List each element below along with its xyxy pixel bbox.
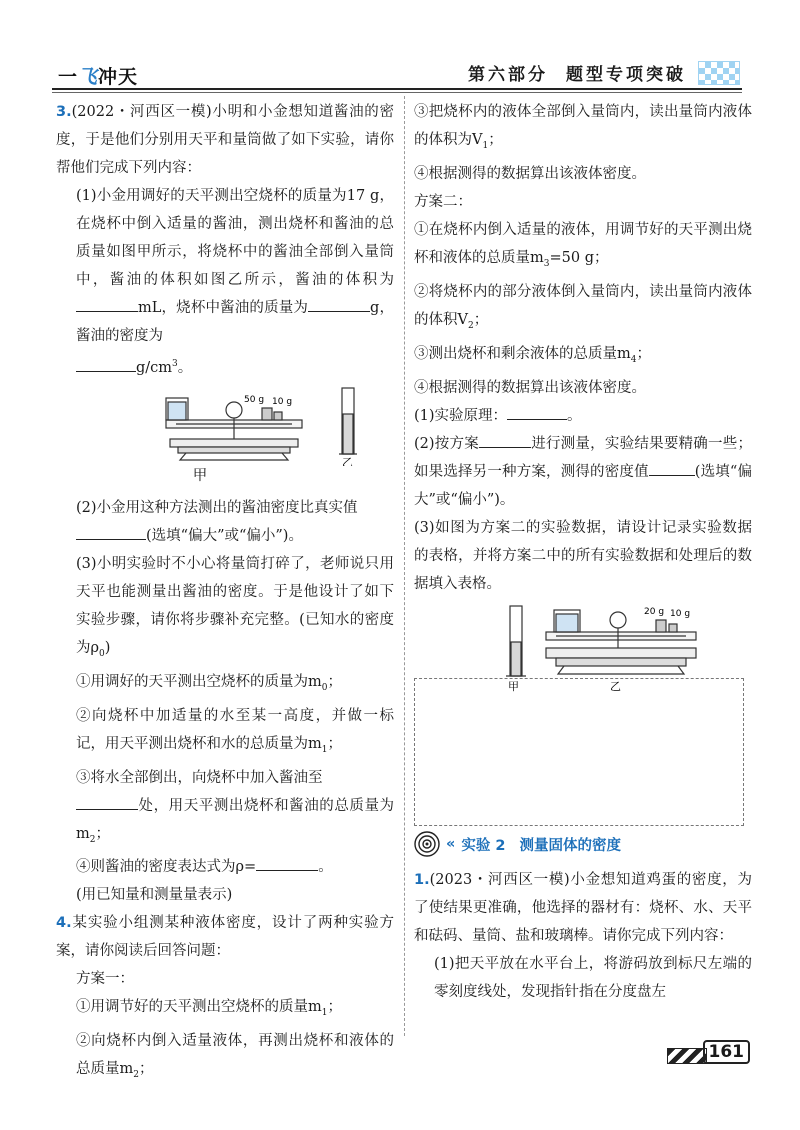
q3-part3 — [56, 550, 394, 668]
q4-intro — [56, 909, 394, 965]
q4-a3-sub: 1 — [482, 140, 489, 151]
q4-q2-text-b: 进行测量，实验结果要精确一些；如果选择另一种方案，测得的密度值 — [414, 435, 752, 480]
q3-s4-text-a: ④则酱油的密度表达式为ρ= — [76, 859, 257, 876]
q4-b3 — [414, 340, 752, 374]
q4-q3: (3)如图为方案二的实验数据，请设计记录实验数据的表格，并将方案二中的所有实验数据和处理后的数据填入表格。 — [414, 519, 752, 592]
flag-icon — [667, 1048, 707, 1064]
q3-p1-end: 。 — [177, 359, 193, 376]
q3-s3-sub: 2 — [89, 834, 96, 845]
q3-p1-unit-sup: 3 — [172, 359, 178, 369]
q3-p3-sub: 0 — [99, 648, 105, 659]
q4-a1-sub: 1 — [321, 1008, 328, 1019]
q4-a2-text: ②向烧杯内倒入适量液体，再测出烧杯和液体的总质量m — [76, 1033, 394, 1078]
q4-a3 — [414, 98, 752, 160]
q3-p3-text: (3)小明实验时不小心将量筒打碎了，老师说只用天平也能测量出酱油的密度。于是他设计了如下实验步骤，请你将步骤补充完整。(已知水的密度为ρ — [76, 555, 394, 656]
q3-s4-text-b: 。 — [318, 859, 333, 876]
q4-b2-text: ②将烧杯内的部分液体倒入量筒内，读出量筒内液体的体积V — [414, 283, 752, 328]
experiment-title: 测量固体的密度 — [519, 837, 622, 854]
q3-s2-text: ②向烧杯中加适量的水至某一高度，并做一标记，用天平测出烧杯和水的总质量为m — [76, 707, 394, 752]
brand-prefix: 一 — [58, 66, 79, 88]
q3-p1-unit: g/cm — [136, 359, 173, 376]
q3-step4 — [56, 853, 394, 909]
q4-a1-text: ①用调节好的天平测出空烧杯的质量m — [76, 999, 322, 1016]
q4-a1 — [56, 993, 394, 1027]
q3-step3 — [56, 764, 394, 854]
fig-label-a: 甲 — [192, 467, 208, 484]
q4-b1-end: =50 g； — [549, 249, 609, 266]
right-column — [414, 98, 752, 694]
weight-label-20: 20 g — [644, 606, 665, 617]
q3-step1 — [56, 668, 394, 702]
q3-s1-end: ； — [327, 673, 342, 690]
experiment-label: 实验 2 — [461, 837, 506, 854]
q4-plan-a-title: 方案一： — [76, 971, 134, 988]
q4-a1-end: ； — [327, 999, 342, 1016]
q4-a3-end: ； — [488, 132, 503, 148]
header-rule-thin — [52, 92, 742, 93]
q3-s4-text-c: (用已知量和测量量表示) — [76, 887, 233, 904]
fig-caption-a — [6, 466, 394, 486]
q4-b2-sub: 2 — [467, 320, 474, 331]
checker-decoration-icon — [698, 61, 740, 85]
q4-a2-end: ； — [138, 1061, 154, 1078]
answer-blank[interactable] — [256, 853, 318, 871]
q3-p2-text-a: (2)小金用这种方法测出的酱油密度比真实值 — [76, 499, 358, 516]
weight-label-10b: 10 g — [670, 608, 691, 619]
q4-a2-sub: 2 — [133, 1070, 139, 1081]
fig2-label-a: 甲 — [508, 679, 519, 693]
q4-number: 4. — [56, 915, 72, 932]
q4-q1-text-a: (1)实验原理： — [414, 407, 508, 424]
column-divider — [404, 96, 405, 1036]
answer-blank[interactable] — [76, 294, 138, 312]
section-label: 题型专项突破 — [566, 65, 686, 85]
answer-blank[interactable] — [507, 402, 567, 420]
q4-b1 — [414, 216, 752, 278]
q1-intro-text: (2023・河西区一模)小金想知道鸡蛋的密度，为了使结果更准确，他选择的器材有：烧杯、水、天平和砝码、量筒、盐和玻璃棒。请你完成下列内容： — [414, 872, 752, 944]
q4-q1 — [414, 402, 752, 430]
q1-intro — [414, 866, 752, 950]
q1-number: 1. — [414, 872, 430, 888]
q3-p2-text-b: (选填“偏大”或“偏小”)。 — [146, 527, 303, 544]
answer-table-box[interactable] — [414, 678, 744, 826]
q3-intro — [56, 98, 394, 182]
q3-p1-text-a: (1)小金用调好的天平测出空烧杯的质量为17 g，在烧杯中倒入适量的酱油，测出烧杯和酱油的总质量如图甲所示，将烧杯中的酱油全部倒入量筒中，酱油的体积如图乙所示，酱油的体积为 — [76, 188, 394, 288]
brand-fly: 飞 — [78, 66, 99, 88]
q4-b1-sub: 3 — [543, 258, 550, 269]
q3-p1-text-c: g，酱油的密度为 — [76, 300, 394, 344]
answer-blank[interactable] — [308, 294, 370, 312]
q3-part2 — [56, 494, 394, 550]
fig2-label-b: 乙 — [610, 679, 621, 693]
q4-b3-sub: 4 — [630, 354, 637, 365]
q3-s1-text: ①用调好的天平测出空烧杯的质量为m — [76, 673, 322, 690]
weight-label-50: 50 g — [244, 394, 265, 405]
q3-s3-end: ； — [95, 825, 110, 842]
q4-intro-text: 某实验小组测某种液体密度，设计了两种实验方案，请你阅读后回答问题： — [56, 915, 394, 960]
q4-b1-text: ①在烧杯内倒入适量的液体，用调节好的天平测出烧杯和液体的总质量m — [414, 221, 752, 266]
target-icon — [414, 831, 440, 857]
q3-s3-text-a: ③将水全部倒出，向烧杯中加入酱油至 — [76, 769, 323, 786]
page-number — [667, 1040, 751, 1064]
q4-b2 — [414, 278, 752, 340]
q3-s1-sub: 0 — [321, 682, 328, 693]
left-column — [56, 98, 394, 1089]
q4-b3-text: ③测出烧杯和剩余液体的总质量m — [414, 345, 631, 362]
q3-number: 3. — [56, 104, 72, 120]
answer-blank[interactable] — [76, 522, 146, 540]
q3-part1 — [56, 182, 394, 382]
q4-b4: ④根据测得的数据算出该液体密度。 — [414, 379, 646, 396]
q1-part1: (1)把天平放在水平台上，将游码放到标尺左端的零刻度线处，发现指针指在分度盘左 — [434, 956, 752, 1000]
header-rule — [52, 88, 742, 90]
answer-blank[interactable] — [479, 430, 531, 448]
q4-a2 — [56, 1027, 394, 1089]
q3-s2-end: ； — [327, 735, 342, 752]
answer-blank[interactable] — [76, 354, 136, 372]
q4-q2-text-a: (2)按方案 — [414, 435, 479, 452]
experiment-2-title — [414, 830, 621, 858]
page-header — [0, 0, 800, 100]
brand-logo — [58, 62, 138, 89]
q3-intro-text: (2022・河西区一模)小明和小金想知道酱油的密度，于是他们分别用天平和量筒做了如下实验，请你帮他们完成下列内容： — [56, 104, 394, 176]
q4-a4: ④根据测得的数据算出该液体密度。 — [414, 165, 646, 182]
answer-blank[interactable] — [76, 792, 138, 810]
q3-p3-end: ) — [104, 639, 111, 656]
q3-s3-text-b: 处，用天平测出烧杯和酱油的总质量为m — [76, 797, 394, 842]
q4-plan-b-title: 方案二： — [414, 193, 472, 210]
figure-balance-cylinder-1 — [156, 384, 394, 466]
q3-s2-sub: 1 — [321, 744, 328, 755]
q4-a3-text: ③把烧杯内的液体全部倒入量筒内，读出量筒内液体的体积为V — [414, 104, 752, 148]
q4-q1-text-b: 。 — [567, 407, 582, 424]
balance-figure-svg — [156, 384, 396, 466]
page-number-value: 161 — [703, 1040, 751, 1064]
section-title — [468, 60, 740, 85]
fig-label-b: 乙 — [342, 455, 353, 466]
q4-q2-text-c: (选填“偏大”或“偏小”)。 — [414, 463, 753, 508]
q4-b3-end: ； — [636, 345, 651, 362]
part-label: 第六部分 — [468, 65, 548, 85]
q4-q2 — [414, 430, 752, 514]
q3-p1-text-b: mL，烧杯中酱油的质量为 — [138, 300, 309, 316]
weight-label-10: 10 g — [272, 396, 293, 407]
arrow-icon: « — [446, 836, 456, 852]
right-column-bottom — [414, 866, 752, 1006]
q4-b2-end: ； — [473, 311, 489, 328]
q3-step2 — [56, 702, 394, 764]
answer-blank[interactable] — [649, 458, 695, 476]
brand-suffix: 冲天 — [98, 66, 139, 88]
